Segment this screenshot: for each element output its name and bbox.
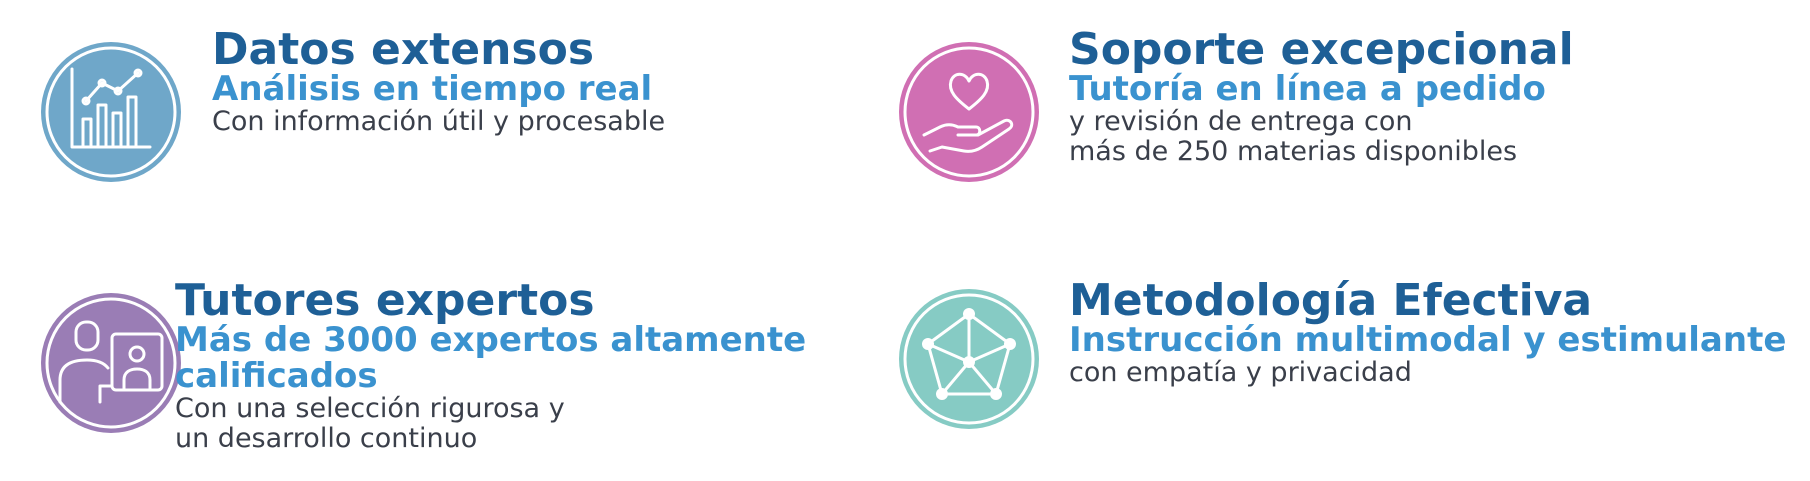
feature-subtitle: Tutoría en línea a pedido bbox=[1069, 69, 1546, 109]
feature-description-line-1: y revisión de entrega con bbox=[1069, 106, 1413, 137]
feature-description: con empatía y privacidad bbox=[1069, 357, 1412, 388]
feature-title: Soporte excepcional bbox=[1069, 24, 1574, 75]
feature-text bbox=[175, 275, 807, 454]
feature-description-line-2: más de 250 materias disponibles bbox=[1069, 136, 1518, 167]
tutor-screen-icon bbox=[38, 290, 184, 436]
feature-text bbox=[1069, 24, 1574, 167]
network-icon bbox=[896, 286, 1042, 432]
feature-description-line-1: Con una selección rigurosa y bbox=[175, 393, 565, 424]
feature-text bbox=[1069, 275, 1787, 388]
feature-subtitle-line-1: Más de 3000 expertos altamente bbox=[175, 320, 807, 360]
feature-text bbox=[212, 24, 666, 137]
heart-in-hand-icon bbox=[896, 39, 1042, 185]
feature-title: Metodología Efectiva bbox=[1069, 275, 1593, 326]
bar-chart-icon bbox=[38, 39, 184, 185]
feature-title: Tutores expertos bbox=[175, 275, 595, 326]
feature-subtitle-line-2: calificados bbox=[175, 356, 378, 396]
feature-description: Con información útil y procesable bbox=[212, 106, 666, 137]
feature-description-line-2: un desarrollo continuo bbox=[175, 423, 478, 454]
feature-subtitle: Instrucción multimodal y estimulante bbox=[1069, 320, 1787, 360]
feature-subtitle: Análisis en tiempo real bbox=[212, 69, 653, 109]
feature-title: Datos extensos bbox=[212, 24, 595, 75]
